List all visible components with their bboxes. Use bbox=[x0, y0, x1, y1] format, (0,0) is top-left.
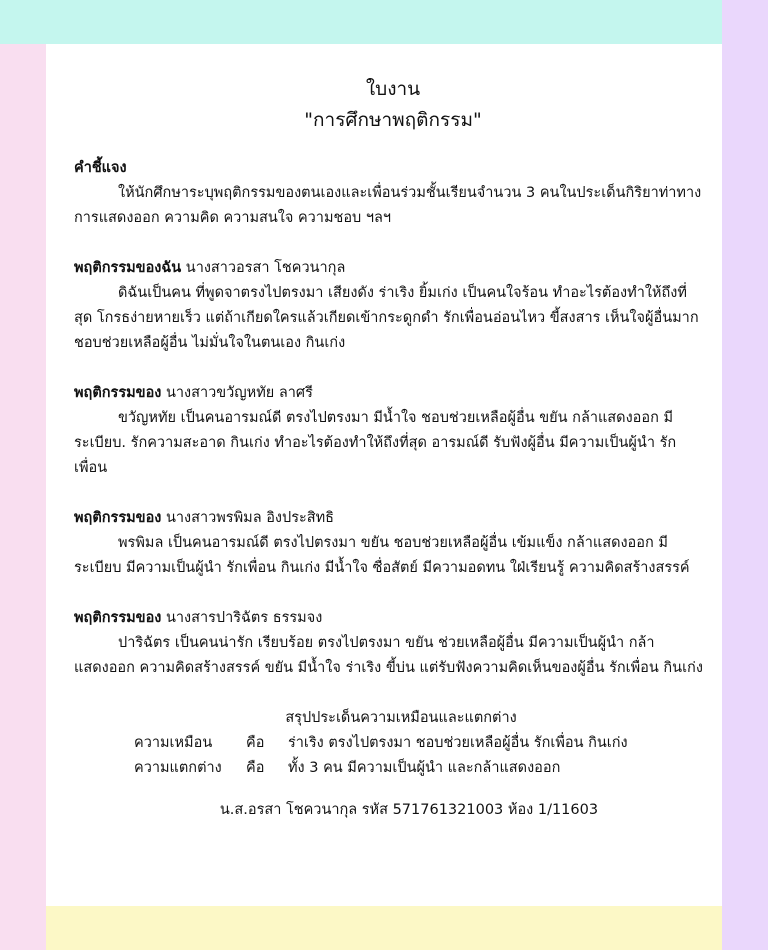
behavior-heading: พฤติกรรมของ bbox=[74, 610, 162, 626]
behavior-section-friend-3 bbox=[74, 606, 704, 681]
behavior-section-self bbox=[74, 256, 704, 356]
left-color-band bbox=[0, 44, 46, 950]
worksheet-content bbox=[74, 74, 704, 823]
author-signature: น.ส.อรสา โชควนากุล รหัส 571761321003 ห้อง 1/11603 bbox=[219, 802, 599, 818]
behavior-text: ขวัญหทัย เป็นคนอารมณ์ดี ตรงไปตรงมา มีน้ำใจ ชอบช่วยเหลือผู้อื่น ขยัน กล้าแสดงออก มีระเบียบ. รักความสะอาด กินเก่ง ทำอะไรต้องทำให้ถึงที่สุด อารมณ์ดี รับฟังผู้อื่น มีความเป็นผู้นำ รักเพื่อน bbox=[74, 410, 677, 476]
behavior-text: ดิฉันเป็นคน ที่พูดจาตรงไปตรงมา เสียงดัง ร่าเริง ยิ้มเก่ง เป็นคนใจร้อน ทำอะไรต้องทำให้ถึงที่สุด โกรธง่ายหายเร็ว แต่ถ้าเกียดใครแล้วเกียดเข้ากระดูกดำ รักเพื่อนอ่อนไหว ขี้สงสาร เห็นใจผู้อื่นมาก ชอบช่วยเหลือผู้อื่น ไม่มั่นใจในตนเอง กินเก่ง bbox=[74, 285, 699, 351]
title-block bbox=[74, 74, 704, 136]
behavior-heading-line bbox=[74, 381, 704, 406]
summary-row-similar bbox=[74, 731, 704, 756]
worksheet-title: ใบงาน bbox=[365, 78, 421, 100]
behavior-text: พรพิมล เป็นคนอารมณ์ดี ตรงไปตรงมา ขยัน ชอบช่วยเหลือผู้อื่น เข้มแข็ง กล้าแสดงออก มีระเบียบ มีความเป็นผู้นำ รักเพื่อน กินเก่ง มีน้ำใจ ซื่อสัตย์ มีความอดทน ใฝ่เรียนรู้ ความคิดสร้างสรรค์ bbox=[74, 535, 690, 576]
summary-row-different bbox=[74, 756, 704, 781]
worksheet-subtitle: "การศึกษาพฤติกรรม" bbox=[304, 109, 482, 131]
similar-keyword: คือ bbox=[246, 735, 265, 751]
instruction-section bbox=[74, 156, 704, 231]
summary-section bbox=[74, 706, 704, 781]
behavior-heading-line bbox=[74, 256, 704, 281]
behavior-heading: พฤติกรรมของ bbox=[74, 510, 162, 526]
behavior-section-friend-2 bbox=[74, 506, 704, 581]
similar-value: ร่าเริง ตรงไปตรงมา ชอบช่วยเหลือผู้อื่น รักเพื่อน กินเก่ง bbox=[288, 735, 628, 751]
instruction-text: ให้นักศึกษาระบุพฤติกรรมของตนเองและเพื่อนร่วมชั้นเรียนจำนวน 3 คนในประเด็นกิริยาท่าทาง การแสดงออก ความคิด ความสนใจ ความชอบ ฯลฯ bbox=[74, 185, 702, 226]
different-value: ทั้ง 3 คน มีความเป็นผู้นำ และกล้าแสดงออก bbox=[288, 760, 561, 776]
different-label: ความแตกต่าง bbox=[134, 760, 222, 776]
top-color-band bbox=[0, 0, 722, 44]
person-name: นางสาวอรสา โชควนากุล bbox=[181, 260, 346, 276]
worksheet-page bbox=[46, 44, 722, 906]
behavior-heading-line bbox=[74, 506, 704, 531]
behavior-text: ปาริฉัตร เป็นคนน่ารัก เรียบร้อย ตรงไปตรงมา ขยัน ช่วยเหลือผู้อื่น มีความเป็นผู้นำ กล้าแสดงออก ความคิดสร้างสรรค์ ขยัน มีน้ำใจ ร่าเริง ขี้บ่น แต่รับฟังความคิดเห็นของผู้อื่น รักเพื่อน กินเก่ง bbox=[74, 635, 703, 676]
bottom-color-band bbox=[46, 906, 722, 950]
summary-title: สรุปประเด็นความเหมือนและแตกต่าง bbox=[285, 710, 517, 726]
behavior-heading-line bbox=[74, 606, 704, 631]
person-name: นางสารปาริฉัตร ธรรมจง bbox=[161, 610, 323, 626]
right-color-band bbox=[722, 0, 768, 950]
instruction-heading: คำชี้แจง bbox=[74, 160, 127, 176]
different-keyword: คือ bbox=[246, 760, 265, 776]
behavior-section-friend-1 bbox=[74, 381, 704, 481]
similar-label: ความเหมือน bbox=[134, 735, 213, 751]
behavior-heading: พฤติกรรมของ bbox=[74, 385, 162, 401]
person-name: นางสาวขวัญหทัย ลาศรี bbox=[161, 385, 313, 401]
behavior-heading: พฤติกรรมของฉัน bbox=[74, 260, 182, 276]
person-name: นางสาวพรพิมล อิงประสิทธิ bbox=[161, 510, 335, 526]
